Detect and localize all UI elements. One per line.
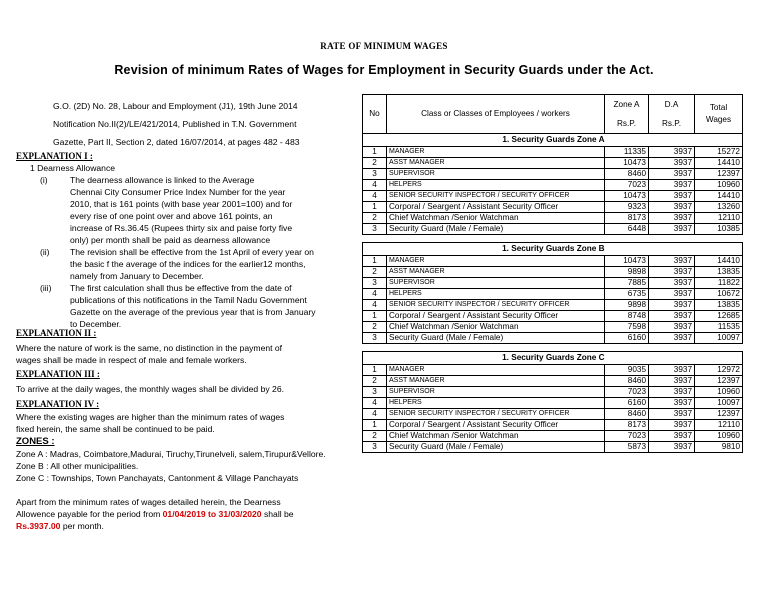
column-unit-da: Rs.P.	[649, 114, 695, 134]
column-header-no: No	[363, 95, 387, 134]
go-reference	[53, 97, 353, 151]
dearness-allowance: 3937	[649, 300, 695, 311]
explanation-3-line: To arrive at the daily wages, the monthly wages shall be divided by 26.	[16, 384, 284, 394]
total-wages: 10960	[695, 431, 743, 442]
dearness-allowance: 3937	[649, 311, 695, 322]
zone-wage: 8460	[605, 409, 649, 420]
footer-text: shall be	[261, 509, 294, 519]
go-line: Notification No.II(2)/LE/421/2014, Published in T.N. Government	[53, 119, 297, 129]
dearness-allowance: 3937	[649, 398, 695, 409]
dearness-allowance: 3937	[649, 213, 695, 224]
row-number: 1	[363, 202, 387, 213]
column-header-zone-a: Zone A	[605, 95, 649, 115]
table-row	[363, 376, 743, 387]
table-row	[363, 442, 743, 453]
go-line: Gazette, Part II, Section 2, dated 16/07/2014, at pages 482 - 483	[53, 137, 300, 147]
zone-wage: 8748	[605, 311, 649, 322]
item-line: The first calculation shall thus be effective from the date of	[70, 283, 292, 293]
employee-class: ASST MANAGER	[387, 158, 605, 169]
dearness-allowance: 3937	[649, 147, 695, 158]
item-line: namely from January to December.	[70, 271, 204, 281]
table-row	[363, 387, 743, 398]
dearness-allowance: 3937	[649, 322, 695, 333]
column-unit-zone-a: Rs.P.	[605, 114, 649, 134]
explanation-2-heading: EXPLANATION II :	[16, 328, 97, 338]
total-wages: 10097	[695, 333, 743, 344]
row-number: 4	[363, 300, 387, 311]
employee-class: Corporal / Seargent / Assistant Security Officer	[387, 202, 605, 213]
employee-class: SUPERVISOR	[387, 169, 605, 180]
table-row	[363, 278, 743, 289]
explanation-1-item	[16, 282, 361, 330]
wage-table-body	[363, 134, 743, 453]
zone-wage: 6735	[605, 289, 649, 300]
table-row	[363, 169, 743, 180]
footer-text: per month.	[60, 521, 104, 531]
employee-class: ASST MANAGER	[387, 376, 605, 387]
total-wages: 10960	[695, 387, 743, 398]
da-period: 01/04/2019 to 31/03/2020	[162, 509, 262, 519]
employee-class: SUPERVISOR	[387, 387, 605, 398]
zone-wage: 9035	[605, 365, 649, 376]
row-number: 1	[363, 256, 387, 267]
zone-title: 1. Security Guards Zone B	[363, 243, 605, 256]
table-row	[363, 398, 743, 409]
total-wages: 11822	[695, 278, 743, 289]
row-number: 2	[363, 431, 387, 442]
go-line: G.O. (2D) No. 28, Labour and Employment (J1), 19th June 2014	[53, 101, 298, 111]
employee-class: Corporal / Seargent / Assistant Security Officer	[387, 420, 605, 431]
zone-wage: 8173	[605, 420, 649, 431]
explanation-2-line: Where the nature of work is the same, no distinction in the payment of	[16, 343, 283, 353]
zone-wage: 7023	[605, 431, 649, 442]
column-header-da: D.A	[649, 95, 695, 115]
explanation-4	[16, 398, 361, 435]
dearness-allowance: 3937	[649, 409, 695, 420]
zone-line: Zone A : Madras, Coimbatore,Madurai, Tiruchy,Tirunelveli, salem,Tirupur&Vellore.	[16, 449, 326, 459]
footer-line	[16, 520, 361, 532]
explanation-1-item	[16, 174, 361, 246]
table-row	[363, 224, 743, 235]
table-row	[363, 431, 743, 442]
zone-wage: 9323	[605, 202, 649, 213]
total-wages: 15272	[695, 147, 743, 158]
zone-wage: 7023	[605, 387, 649, 398]
zone-title-row	[363, 134, 743, 147]
item-text	[70, 246, 361, 282]
zone-line: Zone B : All other municipalities.	[16, 461, 139, 471]
row-number: 3	[363, 442, 387, 453]
total-wages: 11535	[695, 322, 743, 333]
row-number: 2	[363, 376, 387, 387]
table-row	[363, 180, 743, 191]
zone-wage: 8460	[605, 169, 649, 180]
explanation-4-line: Where the existing wages are higher than the minimum rates of wages	[16, 412, 285, 422]
total-wages: 14410	[695, 191, 743, 202]
total-wages: 12397	[695, 376, 743, 387]
table-row	[363, 191, 743, 202]
item-number: (i)	[40, 175, 48, 185]
table-row	[363, 365, 743, 376]
dearness-allowance: 3937	[649, 267, 695, 278]
table-row	[363, 267, 743, 278]
column-header-class: Class or Classes of Employees / workers	[387, 95, 605, 134]
employee-class: MANAGER	[387, 147, 605, 158]
explanation-1-intro: 1 Dearness Allowance	[30, 163, 116, 173]
row-number: 2	[363, 158, 387, 169]
zone-title-row	[363, 352, 743, 365]
item-line: 2010, that is 161 points (with base year 2001=100) and for	[70, 199, 293, 209]
zone-wage: 8460	[605, 376, 649, 387]
item-line: The dearness allowance is linked to the Average	[70, 175, 255, 185]
zone-spacer	[363, 344, 743, 352]
employee-class: Chief Watchman /Senior Watchman	[387, 322, 605, 333]
table-row	[363, 202, 743, 213]
row-number: 3	[363, 278, 387, 289]
item-line: every rise of one point over and above 161 points, an	[70, 211, 273, 221]
item-number: (ii)	[40, 247, 50, 257]
dearness-allowance: 3937	[649, 387, 695, 398]
employee-class: Corporal / Seargent / Assistant Security Officer	[387, 311, 605, 322]
total-wages: 10672	[695, 289, 743, 300]
total-wages: 12110	[695, 420, 743, 431]
dearness-allowance: 3937	[649, 180, 695, 191]
total-wages: 10097	[695, 398, 743, 409]
row-number: 3	[363, 224, 387, 235]
footer-text: Allowence payable for the period from	[16, 509, 163, 519]
total-wages: 10960	[695, 180, 743, 191]
employee-class: Security Guard (Male / Female)	[387, 224, 605, 235]
employee-class: SENIOR SECURITY INSPECTOR / SECURITY OFFICER	[387, 300, 605, 311]
row-number: 1	[363, 365, 387, 376]
zone-title: 1. Security Guards Zone C	[363, 352, 605, 365]
table-row	[363, 300, 743, 311]
zone-wage: 9898	[605, 267, 649, 278]
zone-line: Zone C : Townships, Town Panchayats, Cantonment & Village Panchayats	[16, 473, 299, 483]
total-wages: 9810	[695, 442, 743, 453]
explanation-1	[16, 150, 361, 330]
zone-wage: 7885	[605, 278, 649, 289]
footer-line: Apart from the minimum rates of wages detailed herein, the Dearness	[16, 497, 281, 507]
table-header-row	[363, 95, 743, 115]
zone-wage: 8173	[605, 213, 649, 224]
employee-class: Chief Watchman /Senior Watchman	[387, 431, 605, 442]
item-text	[70, 282, 361, 330]
row-number: 3	[363, 333, 387, 344]
column-header-total: Total Wages	[695, 95, 743, 134]
total-wages: 12397	[695, 409, 743, 420]
item-line: The revision shall be effective from the 1st April of every year on	[70, 247, 314, 257]
total-wages: 12972	[695, 365, 743, 376]
dearness-allowance: 3937	[649, 256, 695, 267]
zone-wage: 7598	[605, 322, 649, 333]
da-amount: Rs.3937.00	[16, 521, 61, 531]
zone-wage: 6160	[605, 333, 649, 344]
zone-wage: 7023	[605, 180, 649, 191]
total-wages: 13835	[695, 267, 743, 278]
table-row	[363, 256, 743, 267]
explanation-2	[16, 327, 361, 366]
explanation-4-heading: EXPLANATION IV :	[16, 399, 100, 409]
total-wages: 12685	[695, 311, 743, 322]
dearness-allowance: 3937	[649, 278, 695, 289]
employee-class: HELPERS	[387, 180, 605, 191]
item-line: the basic f the average of the indices for the earlier12 months,	[70, 259, 306, 269]
item-line: Gazette on the average of the previous year that is from January	[70, 307, 316, 317]
document-title: RATE OF MINIMUM WAGES	[320, 41, 448, 51]
total-wages: 10385	[695, 224, 743, 235]
dearness-allowance: 3937	[649, 202, 695, 213]
dearness-allowance: 3937	[649, 431, 695, 442]
dearness-allowance: 3937	[649, 191, 695, 202]
table-row	[363, 213, 743, 224]
footer-note	[16, 496, 361, 532]
row-number: 1	[363, 147, 387, 158]
row-number: 4	[363, 180, 387, 191]
wage-table	[362, 94, 743, 453]
zone-wage: 10473	[605, 256, 649, 267]
table-row	[363, 322, 743, 333]
total-wages: 13260	[695, 202, 743, 213]
row-number: 4	[363, 398, 387, 409]
dearness-allowance: 3937	[649, 365, 695, 376]
zone-spacer	[363, 235, 743, 243]
row-number: 1	[363, 311, 387, 322]
explanation-4-line: fixed herein, the same shall be continued to be paid.	[16, 424, 215, 434]
explanation-2-line: wages shall be made in respect of male and female workers.	[16, 355, 247, 365]
total-wages: 12397	[695, 169, 743, 180]
zone-wage: 9898	[605, 300, 649, 311]
row-number: 3	[363, 169, 387, 180]
dearness-allowance: 3937	[649, 224, 695, 235]
dearness-allowance: 3937	[649, 420, 695, 431]
total-wages: 13835	[695, 300, 743, 311]
zone-wage: 10473	[605, 158, 649, 169]
explanation-1-item	[16, 246, 361, 282]
employee-class: Security Guard (Male / Female)	[387, 333, 605, 344]
explanation-3	[16, 368, 361, 395]
employee-class: HELPERS	[387, 398, 605, 409]
table-row	[363, 147, 743, 158]
table-row	[363, 409, 743, 420]
dearness-allowance: 3937	[649, 169, 695, 180]
employee-class: ASST MANAGER	[387, 267, 605, 278]
footer-line	[16, 508, 361, 520]
zones-heading: ZONES :	[16, 436, 55, 447]
row-number: 2	[363, 213, 387, 224]
row-number: 3	[363, 387, 387, 398]
document-subtitle: Revision of minimum Rates of Wages for Employment in Security Guards under the Act.	[114, 63, 654, 77]
explanation-3-heading: EXPLANATION III :	[16, 369, 100, 379]
table-row	[363, 158, 743, 169]
row-number: 2	[363, 267, 387, 278]
zone-wage: 11335	[605, 147, 649, 158]
zone-title-row	[363, 243, 743, 256]
row-number: 4	[363, 191, 387, 202]
zone-wage: 6160	[605, 398, 649, 409]
employee-class: HELPERS	[387, 289, 605, 300]
row-number: 4	[363, 409, 387, 420]
item-text	[70, 174, 361, 246]
dearness-allowance: 3937	[649, 289, 695, 300]
employee-class: Security Guard (Male / Female)	[387, 442, 605, 453]
zone-title: 1. Security Guards Zone A	[363, 134, 605, 147]
table-row	[363, 420, 743, 431]
employee-class: Chief Watchman /Senior Watchman	[387, 213, 605, 224]
employee-class: SENIOR SECURITY INSPECTOR / SECURITY OFFICER	[387, 409, 605, 420]
employee-class: MANAGER	[387, 365, 605, 376]
zone-wage: 10473	[605, 191, 649, 202]
item-line: to December.	[70, 319, 122, 329]
dearness-allowance: 3937	[649, 158, 695, 169]
zone-wage: 6448	[605, 224, 649, 235]
employee-class: SENIOR SECURITY INSPECTOR / SECURITY OFFICER	[387, 191, 605, 202]
row-number: 2	[363, 322, 387, 333]
row-number: 1	[363, 420, 387, 431]
row-number: 4	[363, 289, 387, 300]
item-line: only) per month shall be paid as dearness allowance	[70, 235, 271, 245]
employee-class: MANAGER	[387, 256, 605, 267]
table-row	[363, 333, 743, 344]
zones-section	[16, 436, 366, 484]
total-wages: 14410	[695, 256, 743, 267]
zone-wage: 5873	[605, 442, 649, 453]
item-line: Chennai City Consumer Price Index Number for the year	[70, 187, 286, 197]
employee-class: SUPERVISOR	[387, 278, 605, 289]
explanation-1-heading: EXPLANATION I :	[16, 151, 93, 161]
dearness-allowance: 3937	[649, 333, 695, 344]
item-line: publications of this notifications in the Tamil Nadu Government	[70, 295, 307, 305]
table-row	[363, 311, 743, 322]
table-row	[363, 289, 743, 300]
total-wages: 14410	[695, 158, 743, 169]
total-wages: 12110	[695, 213, 743, 224]
item-number: (iii)	[40, 283, 52, 293]
dearness-allowance: 3937	[649, 376, 695, 387]
dearness-allowance: 3937	[649, 442, 695, 453]
item-line: increase of Rs.36.45 (Rupees thirty six and paise forty five	[70, 223, 293, 233]
